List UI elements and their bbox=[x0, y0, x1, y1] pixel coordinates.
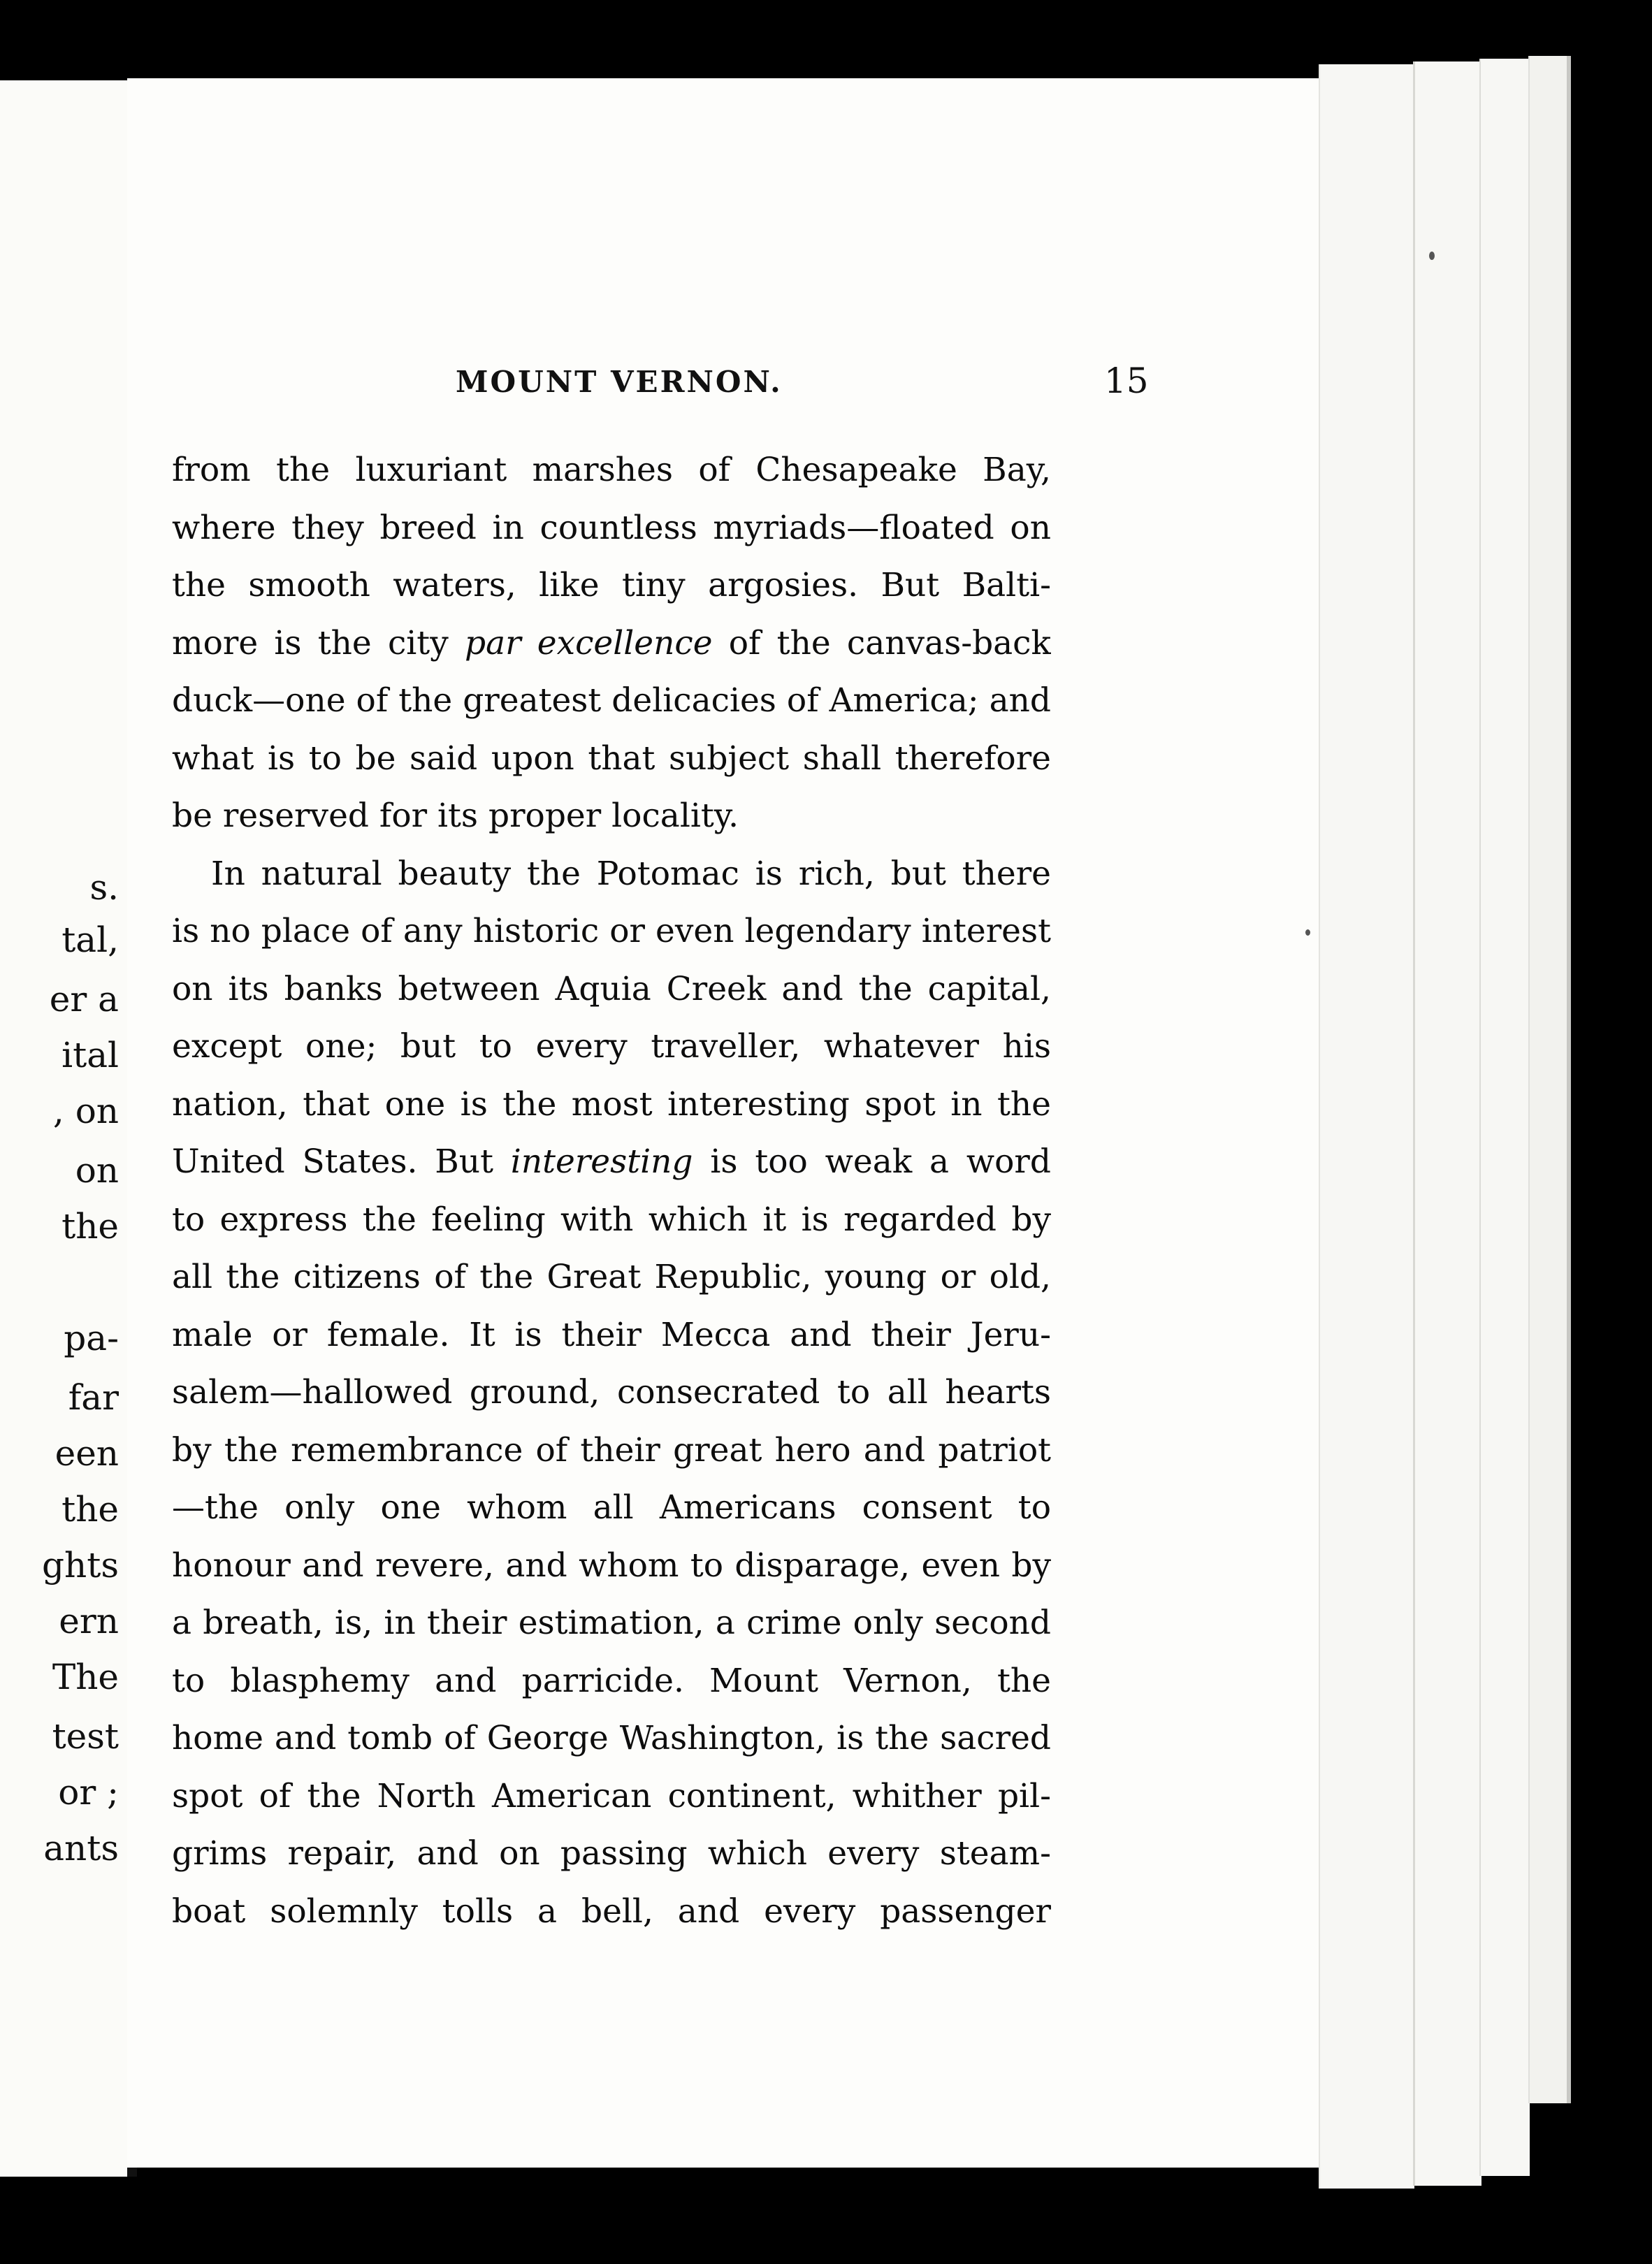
prev-fragment: ern bbox=[59, 1601, 119, 1641]
prev-fragment: tal, bbox=[61, 920, 119, 960]
text-line: spot of the North American continent, whither pil- bbox=[172, 1776, 1051, 1815]
text-line: In natural beauty the Potomac is rich, but there bbox=[211, 854, 1051, 893]
dust-speck bbox=[1429, 252, 1435, 260]
text-line: except one; but to every traveller, whatever his bbox=[172, 1027, 1051, 1066]
prev-fragment: ants bbox=[43, 1828, 119, 1868]
prev-fragment: test bbox=[52, 1716, 119, 1757]
prev-fragment: The bbox=[52, 1657, 119, 1697]
page-number: 15 bbox=[1104, 361, 1149, 401]
prev-fragment: ital bbox=[61, 1035, 119, 1075]
prev-fragment: the bbox=[61, 1206, 119, 1247]
prev-fragment: , on bbox=[52, 1091, 119, 1131]
page-edge bbox=[1413, 61, 1481, 2186]
prev-fragment: s. bbox=[89, 867, 119, 908]
page-edge bbox=[1567, 56, 1571, 2103]
text-line: to express the feeling with which it is regarded by bbox=[172, 1200, 1051, 1239]
text-line: —the only one whom all Americans consent to bbox=[172, 1488, 1051, 1527]
text-line: is no place of any historic or even legendary interest bbox=[172, 912, 1051, 950]
text-line: male or female. It is their Mecca and their Jeru- bbox=[172, 1315, 1051, 1354]
text-line: by the remembrance of their great hero and patriot bbox=[172, 1430, 1051, 1470]
text-line: where they breed in countless myriads—floated on bbox=[172, 508, 1051, 547]
text-line: a breath, is, in their estimation, a crime only second bbox=[172, 1604, 1051, 1642]
text-line: duck—one of the greatest delicacies of America; and bbox=[172, 681, 1051, 720]
italic-phrase: interesting bbox=[510, 1142, 693, 1181]
text-line: all the citizens of the Great Republic, young or old, bbox=[172, 1258, 1051, 1296]
text-line: United States. But interesting is too weak a word bbox=[172, 1142, 1051, 1181]
prev-fragment: ghts bbox=[42, 1545, 119, 1585]
page-edge bbox=[1528, 56, 1568, 2103]
text-line: nation, that one is the most interesting spot in the bbox=[172, 1084, 1051, 1124]
body-text bbox=[172, 442, 1051, 1940]
text-line: be reserved for its proper locality. bbox=[172, 797, 739, 835]
text-line: on its banks between Aquia Creek and the capital, bbox=[172, 969, 1051, 1008]
prev-fragment: far bbox=[68, 1377, 119, 1418]
text-line: the smooth waters, like tiny argosies. But Balti- bbox=[172, 566, 1051, 604]
text-line: boat solemnly tolls a bell, and every passenger bbox=[172, 1892, 1051, 1931]
text-line: from the luxuriant marshes of Chesapeake Bay, bbox=[172, 451, 1051, 489]
previous-page-edge bbox=[0, 80, 137, 2177]
text-line: what is to be said upon that subject shall therefore bbox=[172, 739, 1051, 778]
prev-fragment: er a bbox=[49, 979, 119, 1019]
text-line: salem—hallowed ground, consecrated to all hearts bbox=[172, 1373, 1051, 1412]
text-line: honour and revere, and whom to disparage, even by bbox=[172, 1546, 1051, 1585]
prev-fragment: or ; bbox=[58, 1772, 119, 1813]
prev-fragment: the bbox=[61, 1489, 119, 1530]
dust-speck bbox=[1305, 929, 1310, 936]
text-line: grims repair, and on passing which every steam- bbox=[172, 1834, 1051, 1873]
book-page bbox=[127, 78, 1319, 2168]
text-line: home and tomb of George Washington, is the sacred bbox=[172, 1719, 1051, 1757]
page-edge bbox=[1479, 59, 1530, 2176]
text-line: more is the city par excellence of the canvas-back bbox=[172, 623, 1051, 662]
prev-fragment: on bbox=[75, 1150, 119, 1191]
prev-fragment: een bbox=[55, 1433, 119, 1474]
running-title: MOUNT VERNON. bbox=[456, 365, 783, 399]
text-line: to blasphemy and parricide. Mount Vernon, the bbox=[172, 1661, 1051, 1700]
italic-phrase: par excellence bbox=[464, 623, 713, 662]
page-edge bbox=[1319, 64, 1414, 2189]
prev-fragment: pa- bbox=[64, 1318, 119, 1358]
